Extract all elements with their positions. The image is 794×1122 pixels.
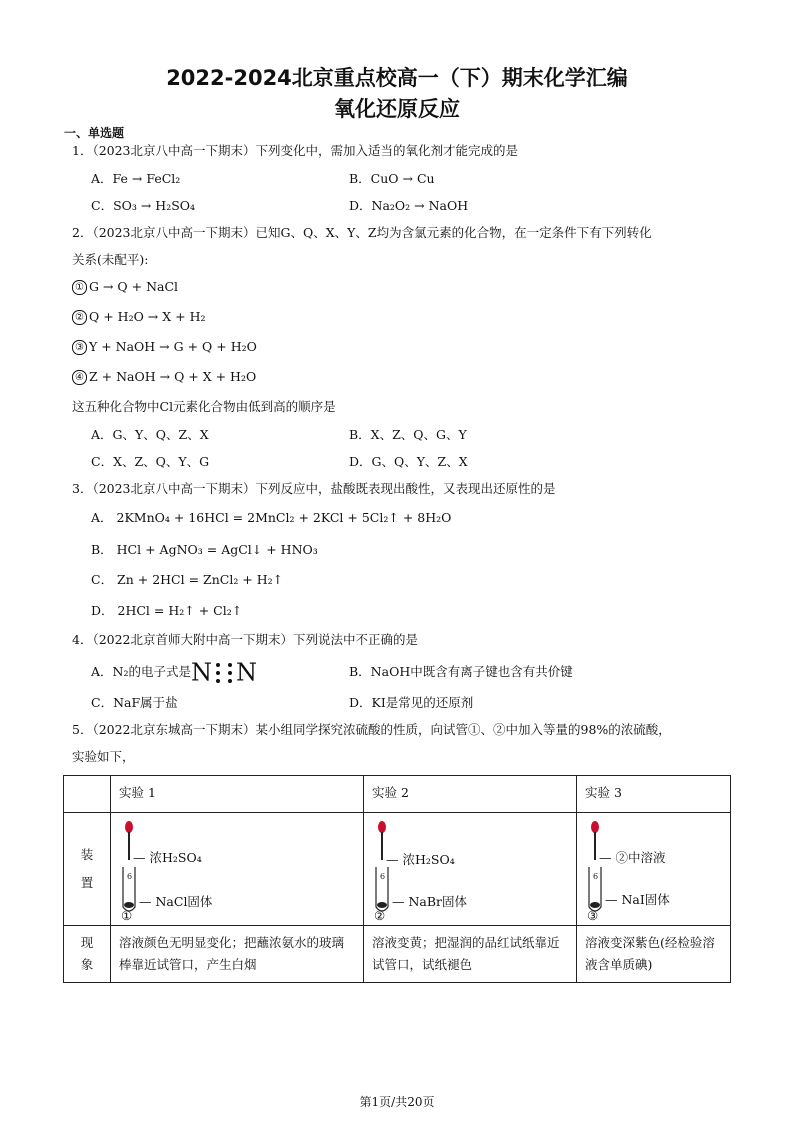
page-title: 2022-2024北京重点校高一（下）期末化学汇编: [166, 66, 628, 90]
table-corner-cell: [64, 776, 111, 813]
apparatus-3-bottom-label: — NaI固体: [605, 892, 670, 907]
n-atom-right: N: [235, 658, 257, 687]
q3-option-d: D． 2HCl = H₂↑ + Cl₂↑: [91, 603, 243, 618]
phenomenon-cell: 溶液变黄；把湿润的品红试纸靠近试管口，试纸褪色: [364, 926, 577, 983]
q5-stem-line1: 5．（2022北京东城高一下期末）某小组同学探究浓硫酸的性质，向试管①、②中加入等量的98%的浓硫酸，: [72, 722, 671, 737]
row-label-phenomena: 现象: [80, 935, 94, 972]
q5-stem-line2: 实验如下，: [72, 749, 135, 764]
q2-r2: Q + H₂O → X + H₂: [89, 309, 206, 324]
q2-num-4: ④: [72, 370, 87, 385]
q2-option-d: D．G、Q、Y、Z、X: [349, 454, 468, 469]
q3-option-b: B． HCl + AgNO₃ = AgCl↓ + HNO₃: [91, 542, 318, 557]
reagent-top: 浓H₂SO₄: [149, 850, 202, 865]
table-header-row: [64, 776, 731, 813]
table-header-cell: 实验 1: [111, 776, 364, 813]
q2-reaction-4: [72, 369, 256, 385]
apparatus-2-number: ②: [374, 908, 386, 923]
q2-num-2: ②: [72, 310, 87, 325]
q2-option-b: B．X、Z、Q、G、Y: [349, 427, 467, 442]
svg-text:6: 6: [127, 872, 133, 881]
q1-option-c: C．SO₃ → H₂SO₄: [91, 198, 196, 213]
q2-option-c: C．X、Z、Q、Y、G: [91, 454, 210, 469]
apparatus-cell: [364, 813, 577, 926]
reagent-bottom: NaBr固体: [408, 894, 468, 909]
q2-r3: Y + NaOH → G + Q + H₂O: [89, 339, 257, 354]
q2-reaction-1: [72, 279, 178, 295]
q2-option-a: A．G、Y、Q、Z、X: [91, 427, 209, 442]
row-label-cell: [64, 926, 111, 983]
row-label-cell: [64, 813, 111, 926]
apparatus-1-bottom-label: — NaCl固体: [139, 894, 213, 909]
q2-reaction-3: [72, 339, 257, 355]
q4-option-a-text: A．N₂的电子式是: [91, 664, 191, 679]
q2-stem-line3: 这五种化合物中Cl元素化合物由低到高的顺序是: [72, 399, 336, 414]
reagent-top: 浓H₂SO₄: [402, 852, 455, 867]
q2-stem-line1: 2．（2023北京八中高一下期末）已知G、Q、X、Y、Z均为含氯元素的化合物，在一定条件下有下列转化: [72, 225, 652, 240]
table-header-cell: 实验 2: [364, 776, 577, 813]
section-heading: 一、单选题: [64, 126, 125, 140]
apparatus-2-bottom-label: — NaBr固体: [392, 894, 468, 909]
q3-option-c: C． Zn + 2HCl = ZnCl₂ + H₂↑: [91, 572, 284, 587]
table-row-apparatus: [64, 813, 731, 926]
apparatus-cell: [577, 813, 731, 926]
q1-option-a: A．Fe → FeCl₂: [91, 171, 181, 186]
q2-r4: Z + NaOH → Q + X + H₂O: [89, 369, 257, 384]
q2-r1: G → Q + NaCl: [89, 279, 179, 294]
apparatus-1-top-label: — 浓H₂SO₄: [133, 850, 202, 865]
q3-stem: 3．（2023北京八中高一下期末）下列反应中，盐酸既表现出酸性，又表现出还原性的是: [72, 481, 556, 496]
apparatus-1-number: ①: [121, 908, 133, 923]
electron-dots-icon: [224, 662, 236, 684]
page-footer: 第1页/共20页: [359, 1095, 435, 1109]
reagent-bottom: NaCl固体: [155, 894, 213, 909]
q4-option-a: [91, 660, 257, 685]
row-label-apparatus: 装置: [80, 847, 94, 890]
table-header-cell: 实验 3: [577, 776, 731, 813]
q2-stem-line2: 关系(未配平):: [72, 252, 149, 267]
q4-stem: 4．（2022北京首师大附中高一下期末）下列说法中不正确的是: [72, 632, 419, 647]
apparatus-cell: [111, 813, 364, 926]
reagent-bottom: NaI固体: [621, 892, 670, 907]
apparatus-3-top-label: — ②中溶液: [599, 850, 666, 865]
q4-option-b: B．NaOH中既含有离子键也含有共价键: [349, 664, 573, 679]
q2-num-3: ③: [72, 340, 87, 355]
svg-text:6: 6: [380, 872, 386, 881]
page-subtitle: 氧化还原反应: [334, 97, 460, 121]
experiment-table: [63, 775, 731, 983]
table-row-phenomena: [64, 926, 731, 983]
n-atom-left: N: [190, 658, 212, 687]
q1-option-b: B．CuO → Cu: [349, 171, 435, 186]
q4-option-c: C．NaF属于盐: [91, 695, 178, 710]
phenomenon-cell: 溶液颜色无明显变化；把蘸浓氨水的玻璃棒靠近试管口，产生白烟: [111, 926, 364, 983]
q2-num-1: ①: [72, 280, 87, 295]
reagent-top: ②中溶液: [615, 850, 666, 865]
phenomenon-cell: 溶液变深紫色(经检验溶液含单质碘): [577, 926, 731, 983]
q3-option-a: A． 2KMnO₄ + 16HCl = 2MnCl₂ + 2KCl + 5Cl₂↑ + 8H₂O: [91, 510, 452, 525]
q1-stem: 1．（2023北京八中高一下期末）下列变化中，需加入适当的氧化剂才能完成的是: [72, 143, 519, 158]
apparatus-3-number: ③: [587, 908, 599, 923]
apparatus-2: [372, 819, 568, 923]
apparatus-3: [585, 819, 722, 923]
q2-reaction-2: [72, 309, 205, 325]
svg-text:6: 6: [593, 872, 599, 881]
apparatus-2-top-label: — 浓H₂SO₄: [386, 852, 455, 867]
apparatus-1: [119, 819, 355, 923]
electron-dots-icon: [212, 662, 224, 684]
q4-option-d: D．KI是常见的还原剂: [349, 695, 474, 710]
q1-option-d: D．Na₂O₂ → NaOH: [349, 198, 469, 213]
